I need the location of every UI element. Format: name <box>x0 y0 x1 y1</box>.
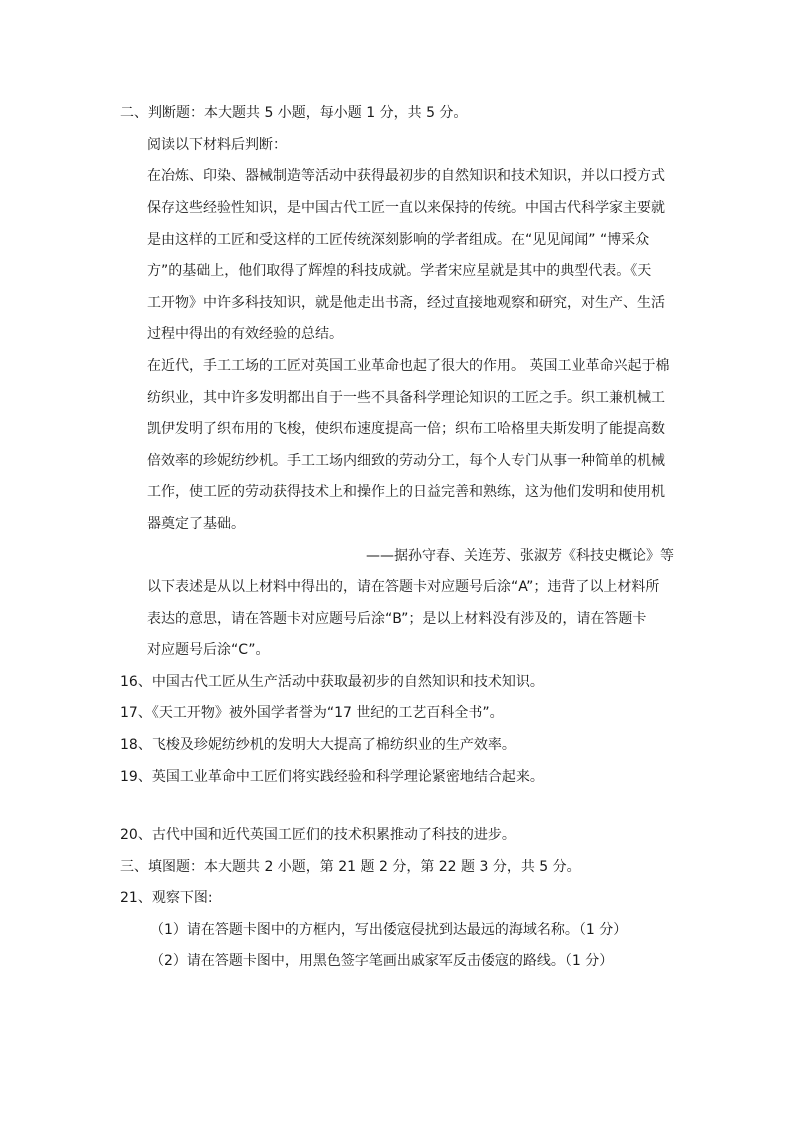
rules-line: 表达的意思，请在答题卡对应题号后涂“B”；是以上材料没有涉及的，请在答题卡 <box>147 611 647 627</box>
question-19: 19、英国工业革命中工匠们将实践经验和科学理论紧密地结合起来。 <box>120 769 544 785</box>
passage-line: 是由这样的工匠和受这样的工匠传统深刻影响的学者组成。在“见见闻闻” “博采众 <box>147 232 650 248</box>
passage-line: 工作，使工匠的劳动获得技术上和操作上的日益完善和熟练，这为他们发明和使用机 <box>147 484 665 500</box>
passage-line: 过程中得出的有效经验的总结。 <box>147 326 343 342</box>
question-20: 20、古代中国和近代英国工匠们的技术积累推动了科技的进步。 <box>120 827 516 843</box>
passage-line: 纺织业，其中许多发明都出自于一些不具备科学理论知识的工匠之手。织工兼机械工 <box>147 390 665 406</box>
question-21-part-2: （2）请在答题卡图中，用黑色签字笔画出戚家军反击倭寇的路线。（1 分） <box>150 953 614 969</box>
section-2-heading: 二、判断题：本大题共 5 小题，每小题 1 分，共 5 分。 <box>120 105 468 121</box>
question-18: 18、飞梭及珍妮纺纱机的发明大大提高了棉纺织业的生产效率。 <box>120 737 516 753</box>
question-16: 16、中国古代工匠从生产活动中获取最初步的自然知识和技术知识。 <box>120 674 544 690</box>
reading-instruction: 阅读以下材料后判断： <box>147 137 287 153</box>
passage-line: 倍效率的珍妮纺纱机。手工工场内细致的劳动分工，每个人专门从事一种简单的机械 <box>147 453 665 469</box>
rules-line: 以下表述是从以上材料中得出的，请在答题卡对应题号后涂“A”；违背了以上材料所 <box>147 579 660 595</box>
question-17: 17、《天工开物》被外国学者誉为“17 世纪的工艺百科全书”。 <box>120 705 504 721</box>
passage-line: 器奠定了基础。 <box>147 516 245 532</box>
section-3-heading: 三、填图题：本大题共 2 小题，第 21 题 2 分，第 22 题 3 分，共 5 分。 <box>120 859 581 875</box>
passage-line: 保存这些经验性知识，是中国古代工匠一直以来保持的传统。中国古代科学家主要就 <box>147 200 665 216</box>
passage-line: 方”的基础上，他们取得了辉煌的科技成就。学者宋应星就是其中的典型代表。《天 <box>147 263 652 279</box>
question-21-part-1: （1）请在答题卡图中的方框内，写出倭寇侵扰到达最远的海域名称。（1 分） <box>150 922 628 938</box>
passage-line: 工开物》中许多科技知识，就是他走出书斋，经过直接地观察和研究，对生产、生活 <box>147 295 665 311</box>
passage-line: 在近代，手工工场的工匠对英国工业革命也起了很大的作用。 英国工业革命兴起于棉 <box>147 358 670 374</box>
question-21: 21、观察下图: <box>120 890 213 906</box>
source-attribution: ——据孙守春、关连芳、张淑芳《科技史概论》等 <box>366 548 674 564</box>
rules-line: 对应题号后涂“C”。 <box>147 642 270 658</box>
passage-line: 在冶炼、印染、器械制造等活动中获得最初步的自然知识和技术知识，并以口授方式 <box>147 168 665 184</box>
passage-line: 凯伊发明了织布用的飞梭，使织布速度提高一倍；织布工哈格里夫斯发明了能提高数 <box>147 421 665 437</box>
